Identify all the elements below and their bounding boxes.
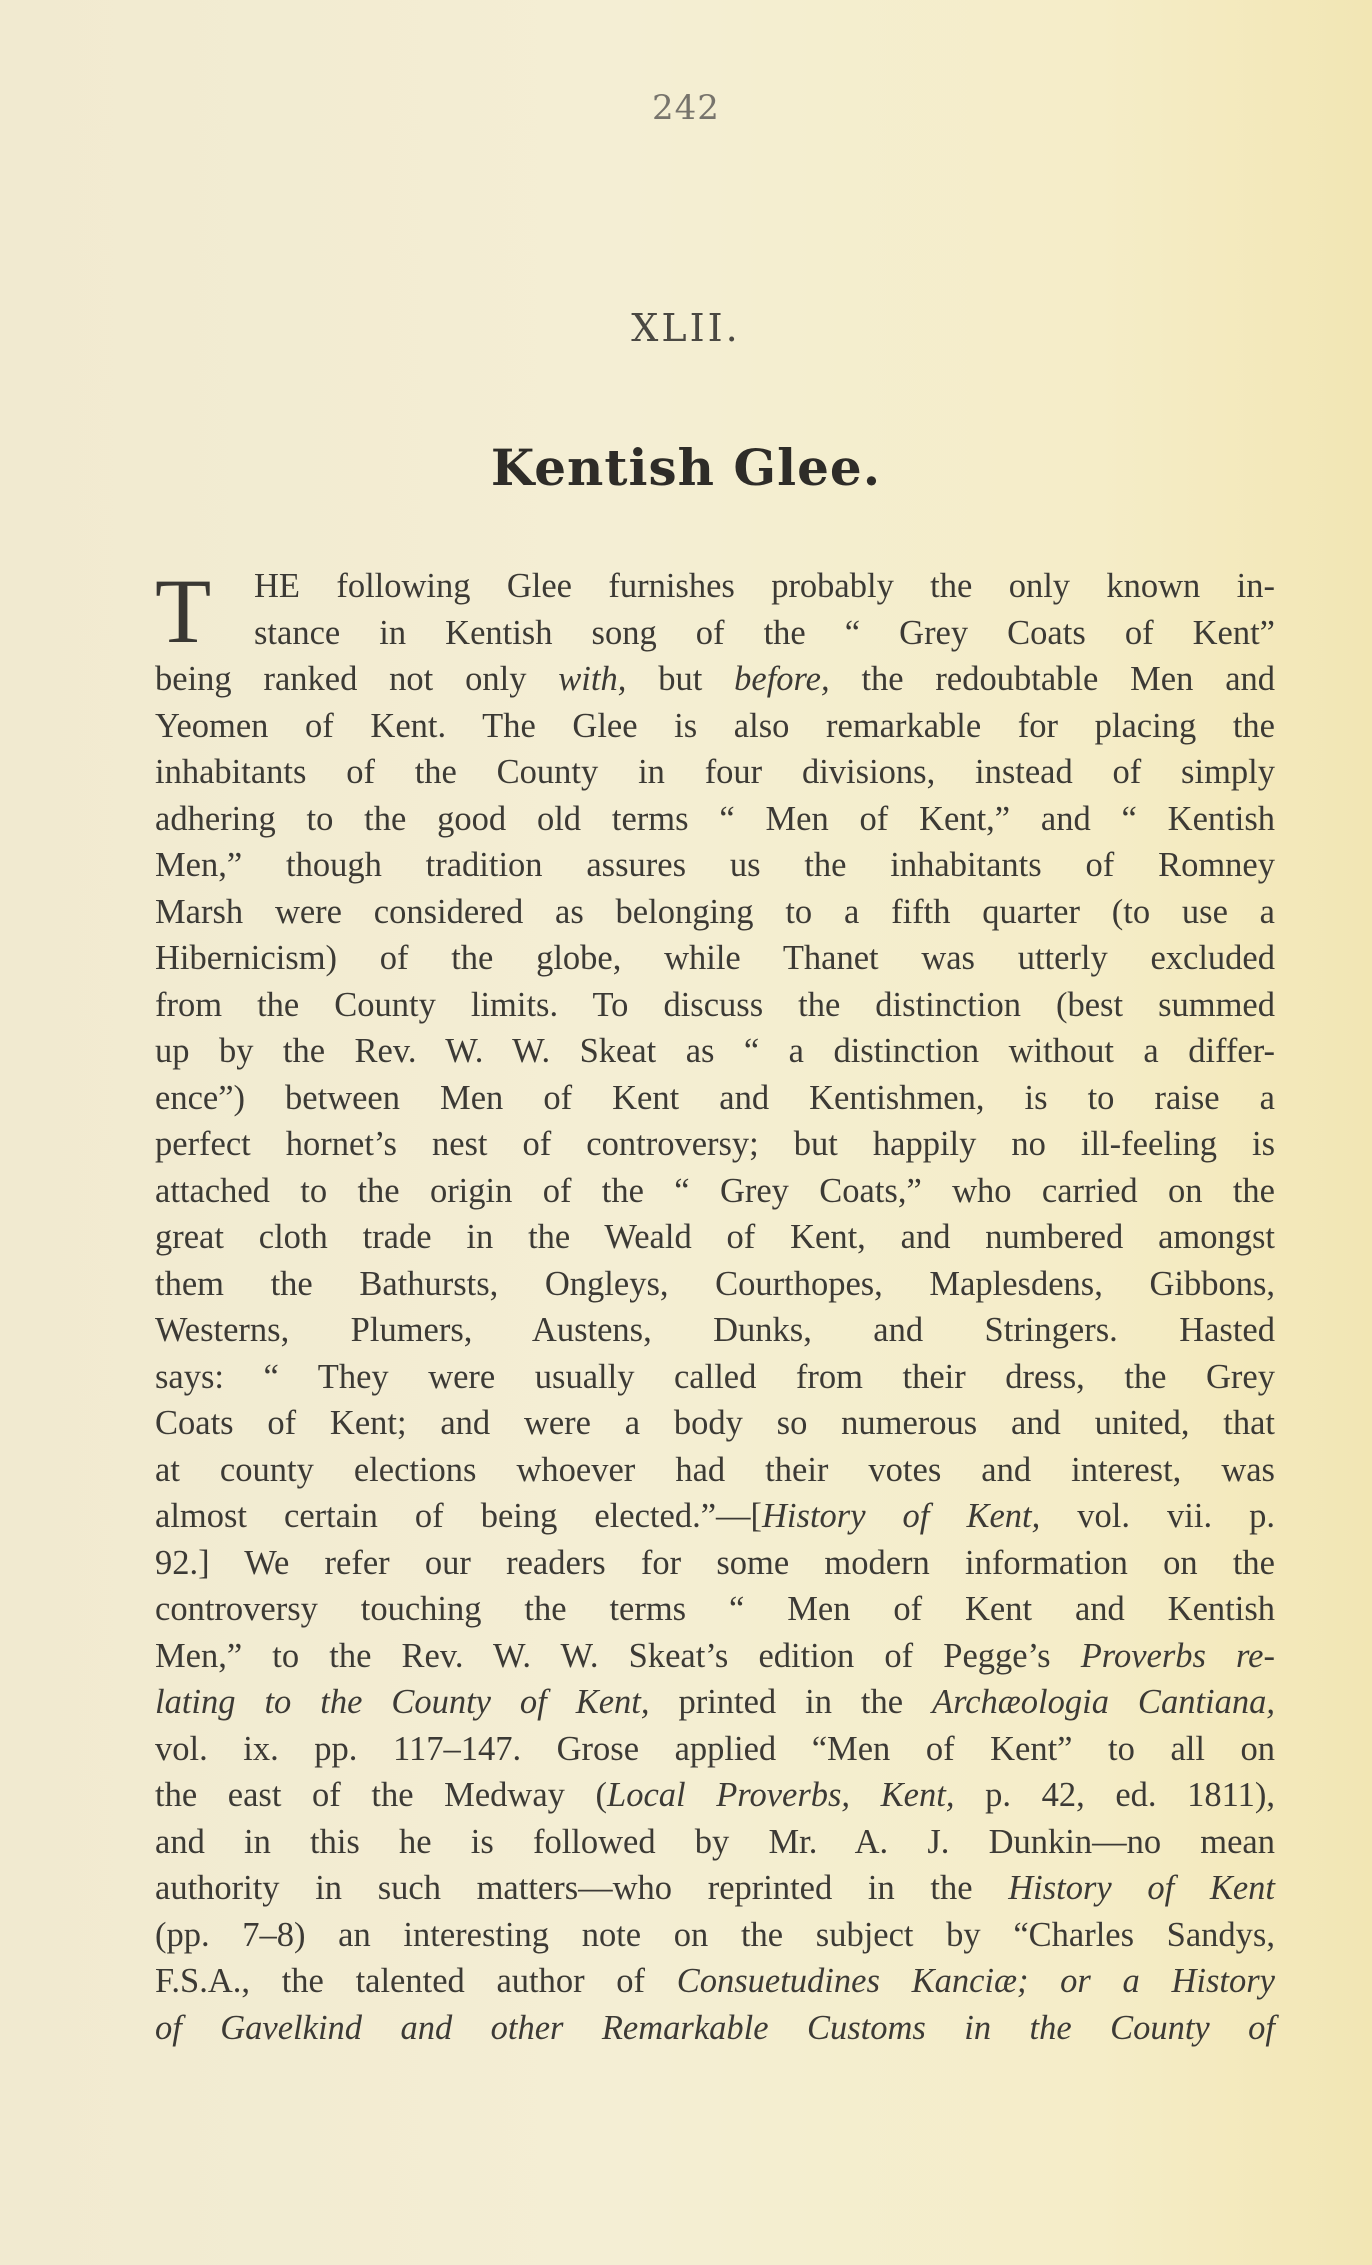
text-run: at county elections whoever had their votes and interest, was: [155, 1450, 1275, 1489]
text-run: and in this he is followed by Mr. A. J. Dunkin—no mean: [155, 1822, 1275, 1861]
text-line: [155, 656, 1275, 703]
text-line: [155, 1261, 1275, 1308]
text-line: [155, 889, 1275, 936]
text-run: being ranked not only: [155, 660, 559, 698]
text-run: Yeomen of Kent. The Glee is also remarkable for placing the: [155, 706, 1275, 745]
text-line: [155, 1354, 1275, 1401]
text-run: stance in Kentish song of the “ Grey Coats of Kent”: [254, 613, 1275, 652]
text-line: [155, 796, 1275, 843]
text-line: [155, 1958, 1275, 2005]
italic-text: History of Kent: [1008, 1869, 1275, 1907]
text-run: printed in the: [649, 1683, 933, 1721]
text-line: [155, 842, 1275, 889]
text-line: [155, 982, 1275, 1029]
text-run: them the Bathursts, Ongleys, Courthopes, Maplesdens, Gibbons,: [155, 1264, 1275, 1303]
text-run: says: “ They were usually called from their dress, the Grey: [155, 1357, 1275, 1396]
text-run: authority in such matters—who reprinted in the: [155, 1869, 1009, 1907]
italic-text: Proverbs re-: [1080, 1636, 1275, 1675]
text-run: Marsh were considered as belonging to a fifth quarter (to use a: [155, 892, 1275, 931]
page-title: Kentish Glee.: [490, 438, 882, 497]
text-line: [155, 1819, 1275, 1866]
text-run: from the County limits. To discuss the distinction (best summed: [155, 985, 1275, 1024]
text-line: [155, 1400, 1275, 1447]
text-run: controversy touching the terms “ Men of Kent and Kentish: [155, 1590, 1275, 1628]
text-line: [155, 2005, 1275, 2052]
text-run: the east of the Medway (: [155, 1776, 608, 1814]
italic-text: before,: [734, 660, 830, 698]
text-line: [155, 563, 1275, 610]
text-run: but: [626, 660, 735, 698]
text-line: [155, 1168, 1275, 1215]
text-line: [155, 935, 1275, 982]
text-run: 92.] We refer our readers for some modern information on the: [155, 1543, 1275, 1582]
text-line: [155, 1586, 1275, 1633]
text-run: Coats of Kent; and were a body so numerous and united, that: [155, 1404, 1275, 1442]
text-run: F.S.A., the talented author of: [155, 1962, 677, 2000]
chapter-number: XLII.: [631, 306, 741, 350]
text-run: Hibernicism) of the globe, while Thanet was utterly excluded: [155, 939, 1275, 977]
italic-text: lating to the County of Kent,: [155, 1683, 650, 1721]
text-line: [155, 1772, 1275, 1819]
text-line: [155, 1912, 1275, 1959]
text-line: [155, 1540, 1275, 1587]
text-line: [155, 1493, 1275, 1540]
text-run: p. 42, ed. 1811),: [954, 1776, 1275, 1814]
text-line: [155, 1307, 1275, 1354]
text-run: adhering to the good old terms “ Men of Kent,” and “ Kentish: [155, 799, 1275, 838]
text-run: HE following Glee furnishes probably the only known in-: [254, 567, 1275, 605]
body-paragraph: [155, 560, 1276, 2051]
text-run: Men,” to the Rev. W. W. Skeat’s edition of Pegge’s: [155, 1636, 1081, 1675]
text-run: great cloth trade in the Weald of Kent, and numbered amongst: [155, 1218, 1275, 1256]
text-line: [155, 1865, 1275, 1912]
text-run: inhabitants of the County in four divisions, instead of simply: [155, 753, 1275, 791]
text-run: Westerns, Plumers, Austens, Dunks, and Stringers. Hasted: [155, 1311, 1275, 1349]
text-line: [155, 610, 1275, 657]
text-line: [155, 703, 1275, 750]
drop-cap: T: [155, 560, 212, 662]
text-run: vol. vii. p.: [1040, 1497, 1276, 1535]
italic-text: of Gavelkind and other Remarkable Customs in the County of: [155, 2008, 1275, 2047]
text-line: [155, 1447, 1275, 1494]
italic-text: Local Proverbs, Kent,: [607, 1776, 955, 1814]
text-run: (pp. 7–8) an interesting note on the subject by “Charles Sandys,: [155, 1915, 1275, 1954]
text-line: [155, 1075, 1275, 1122]
italic-text: Consuetudines Kanciæ; or a History: [676, 1962, 1275, 2000]
text-line: [155, 1726, 1275, 1773]
text-line: [155, 1121, 1275, 1168]
italic-text: Archæologia Cantiana,: [932, 1683, 1275, 1721]
text-run: vol. ix. pp. 117–147. Grose applied “Men of Kent” to all on: [155, 1729, 1275, 1768]
text-line: [155, 1633, 1275, 1680]
italic-text: with,: [558, 660, 627, 698]
page-number: 242: [652, 88, 720, 128]
italic-text: History of Kent,: [762, 1497, 1041, 1535]
text-line: [155, 1028, 1275, 1075]
text-run: Men,” though tradition assures us the inhabitants of Romney: [155, 846, 1275, 884]
text-line: [155, 749, 1275, 796]
text-run: perfect hornet’s nest of controversy; but happily no ill-feeling is: [155, 1125, 1275, 1163]
text-run: almost certain of being elected.”—[: [155, 1497, 763, 1535]
text-run: the redoubtable Men and: [829, 660, 1276, 698]
text-run: up by the Rev. W. W. Skeat as “ a distinction without a differ-: [155, 1032, 1275, 1070]
text-run: ence”) between Men of Kent and Kentishmen, is to raise a: [155, 1078, 1275, 1117]
text-run: attached to the origin of the “ Grey Coats,” who carried on the: [155, 1171, 1275, 1210]
text-line: [155, 1679, 1275, 1726]
text-line: [155, 1214, 1275, 1261]
